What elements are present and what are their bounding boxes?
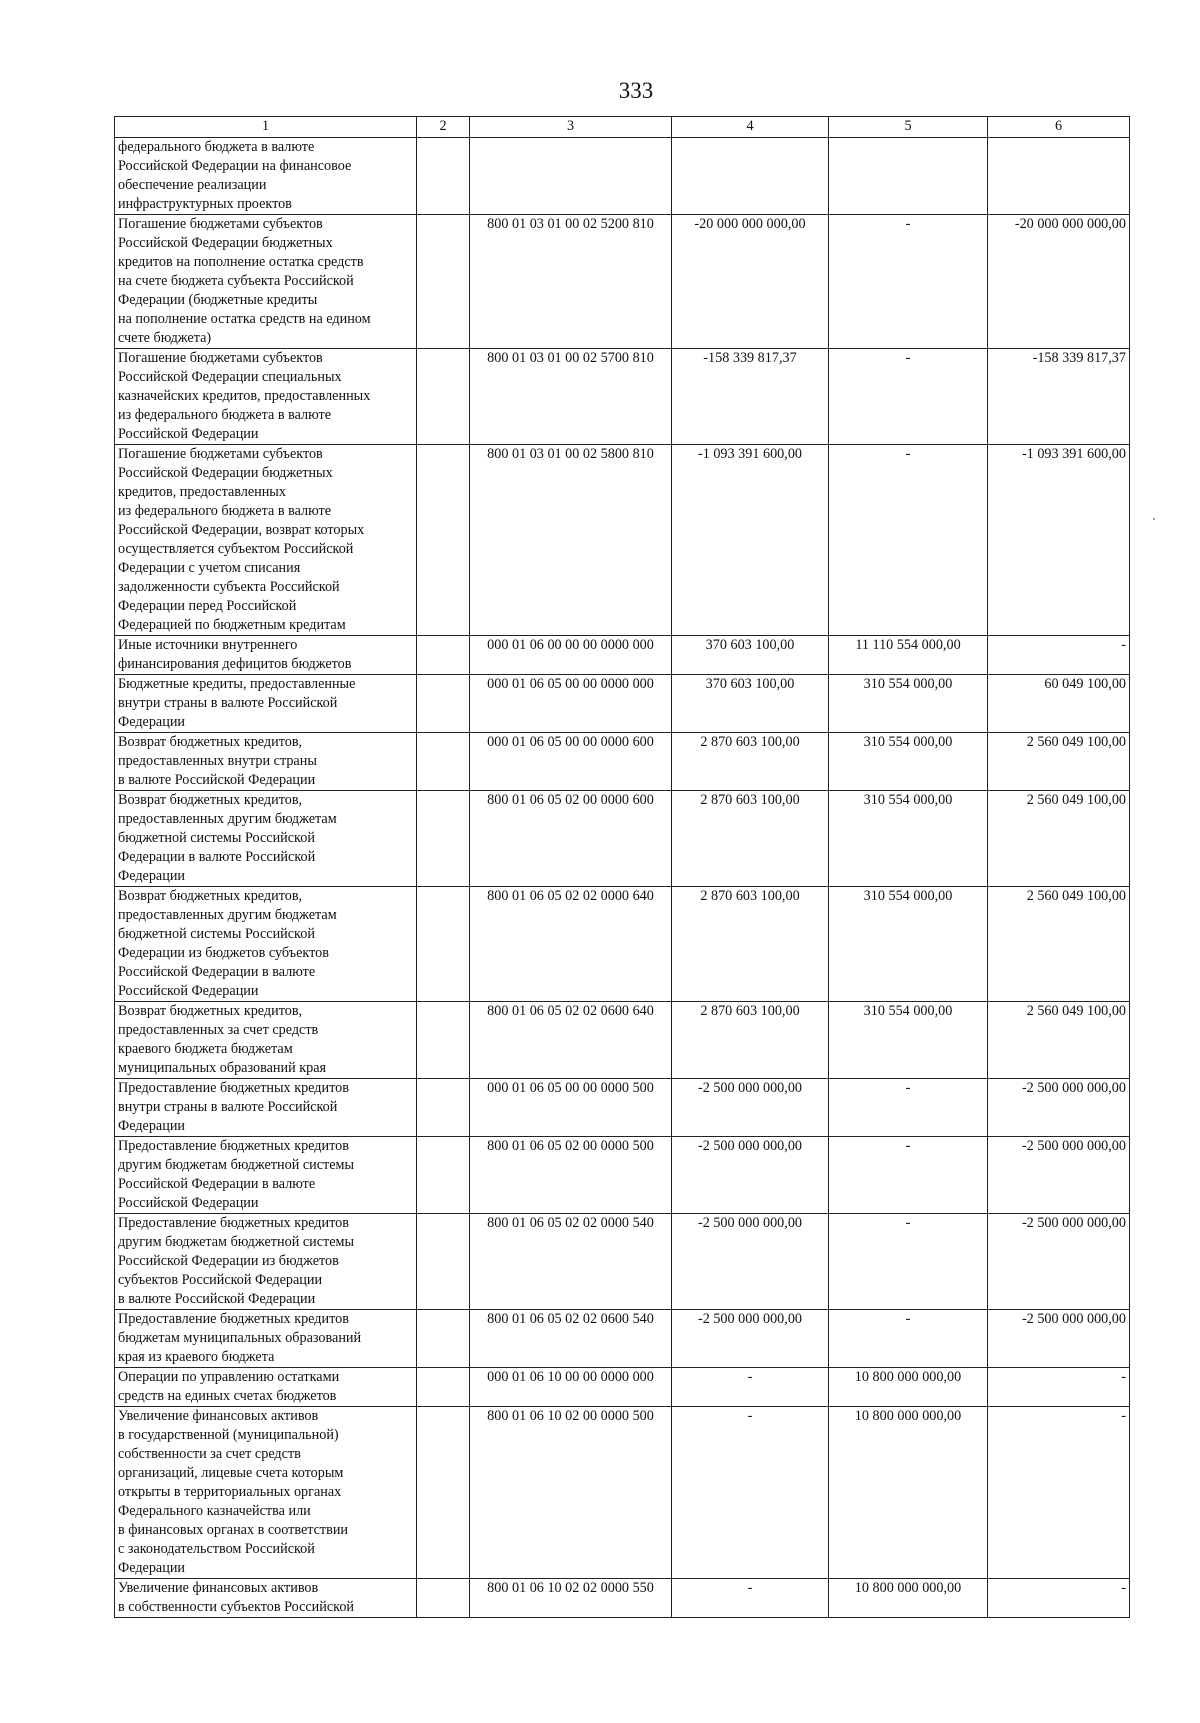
row-value-4-cell: -2 500 000 000,00 <box>672 1214 829 1310</box>
row-col2-cell <box>417 1137 470 1214</box>
row-name-cell: Погашение бюджетами субъектов Российской Федерации бюджетных кредитов на пополнение остатка средств на счете бюджета субъекта Российской Федерации (бюджетные кредиты на пополнение остатка средств на едином счете бюджета) <box>115 215 417 349</box>
row-value-5-cell: - <box>829 445 988 636</box>
row-value-4-cell: 2 870 603 100,00 <box>672 791 829 887</box>
row-value-6-cell: -2 500 000 000,00 <box>988 1310 1130 1368</box>
row-value-5-cell: 310 554 000,00 <box>829 887 988 1002</box>
row-code-cell: 800 01 06 05 02 00 0000 600 <box>470 791 672 887</box>
row-value-6-cell: -2 500 000 000,00 <box>988 1137 1130 1214</box>
header-cell-4: 4 <box>672 117 829 138</box>
row-col2-cell <box>417 349 470 445</box>
row-value-4-cell: 2 870 603 100,00 <box>672 887 829 1002</box>
row-col2-cell <box>417 138 470 215</box>
row-col2-cell <box>417 636 470 675</box>
row-value-6-cell: - <box>988 1579 1130 1618</box>
row-value-5-cell: - <box>829 349 988 445</box>
row-name-cell: Иные источники внутреннего финансирования дефицитов бюджетов <box>115 636 417 675</box>
page-number: 333 <box>618 78 654 103</box>
row-value-5-cell: 310 554 000,00 <box>829 1002 988 1079</box>
row-value-6-cell: 2 560 049 100,00 <box>988 733 1130 791</box>
row-value-6-cell: 2 560 049 100,00 <box>988 791 1130 887</box>
row-code-cell: 800 01 03 01 00 02 5800 810 <box>470 445 672 636</box>
table-row <box>115 349 1130 445</box>
row-value-6-cell: - <box>988 636 1130 675</box>
table-row <box>115 1368 1130 1407</box>
row-col2-cell <box>417 1407 470 1579</box>
row-col2-cell <box>417 215 470 349</box>
row-name-cell: Увеличение финансовых активов в собственности субъектов Российской <box>115 1579 417 1618</box>
row-value-5-cell: - <box>829 1214 988 1310</box>
row-code-cell: 800 01 06 05 02 02 0600 540 <box>470 1310 672 1368</box>
row-name-cell: Предоставление бюджетных кредитов внутри страны в валюте Российской Федерации <box>115 1079 417 1137</box>
table-row <box>115 1002 1130 1079</box>
table-row <box>115 1407 1130 1579</box>
row-value-6-cell: -2 500 000 000,00 <box>988 1079 1130 1137</box>
row-code-cell: 800 01 03 01 00 02 5700 810 <box>470 349 672 445</box>
row-col2-cell <box>417 887 470 1002</box>
row-value-6-cell <box>988 138 1130 215</box>
row-value-6-cell: - <box>988 1368 1130 1407</box>
row-code-cell: 800 01 06 05 02 02 0000 540 <box>470 1214 672 1310</box>
row-name-cell: Возврат бюджетных кредитов, предоставленных другим бюджетам бюджетной системы Российской Федерации в валюте Российской Федерации <box>115 791 417 887</box>
table-row <box>115 1579 1130 1618</box>
row-value-6-cell: -1 093 391 600,00 <box>988 445 1130 636</box>
row-value-5-cell: - <box>829 1079 988 1137</box>
row-value-4-cell: -20 000 000 000,00 <box>672 215 829 349</box>
budget-sources-table <box>114 116 1130 1618</box>
row-name-cell: федерального бюджета в валюте Российской Федерации на финансовое обеспечение реализации инфраструктурных проектов <box>115 138 417 215</box>
row-value-5-cell: 310 554 000,00 <box>829 733 988 791</box>
table-row <box>115 733 1130 791</box>
row-code-cell: 000 01 06 05 00 00 0000 500 <box>470 1079 672 1137</box>
row-value-6-cell: -2 500 000 000,00 <box>988 1214 1130 1310</box>
row-value-4-cell: -1 093 391 600,00 <box>672 445 829 636</box>
row-col2-cell <box>417 733 470 791</box>
table-row <box>115 138 1130 215</box>
row-code-cell: 000 01 06 05 00 00 0000 000 <box>470 675 672 733</box>
row-name-cell: Предоставление бюджетных кредитов другим бюджетам бюджетной системы Российской Федерации из бюджетов субъектов Российской Федерации в валюте Российской Федерации <box>115 1214 417 1310</box>
row-value-5-cell <box>829 138 988 215</box>
row-code-cell: 800 01 06 10 02 00 0000 500 <box>470 1407 672 1579</box>
row-name-cell: Возврат бюджетных кредитов, предоставленных за счет средств краевого бюджета бюджетам муниципальных образований края <box>115 1002 417 1079</box>
row-col2-cell <box>417 1579 470 1618</box>
row-value-6-cell: -20 000 000 000,00 <box>988 215 1130 349</box>
row-value-4-cell: 370 603 100,00 <box>672 636 829 675</box>
row-value-5-cell: 10 800 000 000,00 <box>829 1579 988 1618</box>
row-col2-cell <box>417 791 470 887</box>
table-row <box>115 675 1130 733</box>
row-name-cell: Операции по управлению остатками средств на единых счетах бюджетов <box>115 1368 417 1407</box>
row-value-4-cell: -158 339 817,37 <box>672 349 829 445</box>
row-col2-cell <box>417 445 470 636</box>
header-cell-6: 6 <box>988 117 1130 138</box>
row-code-cell: 800 01 03 01 00 02 5200 810 <box>470 215 672 349</box>
row-code-cell: 800 01 06 05 02 00 0000 500 <box>470 1137 672 1214</box>
row-value-4-cell: 2 870 603 100,00 <box>672 733 829 791</box>
row-value-4-cell: - <box>672 1579 829 1618</box>
row-value-4-cell <box>672 138 829 215</box>
row-value-5-cell: 310 554 000,00 <box>829 791 988 887</box>
row-col2-cell <box>417 1368 470 1407</box>
row-col2-cell <box>417 675 470 733</box>
row-name-cell: Погашение бюджетами субъектов Российской Федерации специальных казначейских кредитов, предоставленных из федерального бюджета в валюте Российской Федерации <box>115 349 417 445</box>
table-row <box>115 215 1130 349</box>
table-row <box>115 1214 1130 1310</box>
row-col2-cell <box>417 1214 470 1310</box>
table-row <box>115 1079 1130 1137</box>
row-value-6-cell: 2 560 049 100,00 <box>988 887 1130 1002</box>
row-col2-cell <box>417 1079 470 1137</box>
row-value-4-cell: 2 870 603 100,00 <box>672 1002 829 1079</box>
row-value-6-cell: 2 560 049 100,00 <box>988 1002 1130 1079</box>
row-value-6-cell: -158 339 817,37 <box>988 349 1130 445</box>
table-row <box>115 445 1130 636</box>
row-name-cell: Возврат бюджетных кредитов, предоставленных другим бюджетам бюджетной системы Российской Федерации из бюджетов субъектов Российской Федерации в валюте Российской Федерации <box>115 887 417 1002</box>
row-value-5-cell: - <box>829 215 988 349</box>
row-code-cell: 800 01 06 10 02 02 0000 550 <box>470 1579 672 1618</box>
row-value-4-cell: -2 500 000 000,00 <box>672 1137 829 1214</box>
table-row <box>115 1137 1130 1214</box>
row-col2-cell <box>417 1310 470 1368</box>
row-value-5-cell: 310 554 000,00 <box>829 675 988 733</box>
row-value-6-cell: 60 049 100,00 <box>988 675 1130 733</box>
row-code-cell: 800 01 06 05 02 02 0600 640 <box>470 1002 672 1079</box>
row-col2-cell <box>417 1002 470 1079</box>
row-value-4-cell: -2 500 000 000,00 <box>672 1310 829 1368</box>
table-row <box>115 636 1130 675</box>
row-name-cell: Бюджетные кредиты, предоставленные внутри страны в валюте Российской Федерации <box>115 675 417 733</box>
row-value-5-cell: 10 800 000 000,00 <box>829 1368 988 1407</box>
row-code-cell: 000 01 06 00 00 00 0000 000 <box>470 636 672 675</box>
row-value-4-cell: -2 500 000 000,00 <box>672 1079 829 1137</box>
table-row <box>115 791 1130 887</box>
header-cell-2: 2 <box>417 117 470 138</box>
table-row <box>115 1310 1130 1368</box>
row-code-cell: 000 01 06 10 00 00 0000 000 <box>470 1368 672 1407</box>
row-code-cell: 000 01 06 05 00 00 0000 600 <box>470 733 672 791</box>
row-name-cell: Увеличение финансовых активов в государственной (муниципальной) собственности за счет средств организаций, лицевые счета которым открыты в территориальных органах Федерального казначейства или в финансовых органах в соответствии с законодательством Российской Федерации <box>115 1407 417 1579</box>
row-value-5-cell: 11 110 554 000,00 <box>829 636 988 675</box>
row-value-5-cell: 10 800 000 000,00 <box>829 1407 988 1579</box>
row-code-cell <box>470 138 672 215</box>
row-value-4-cell: 370 603 100,00 <box>672 675 829 733</box>
row-value-5-cell: - <box>829 1310 988 1368</box>
scan-speck <box>1153 518 1155 520</box>
row-code-cell: 800 01 06 05 02 02 0000 640 <box>470 887 672 1002</box>
row-value-5-cell: - <box>829 1137 988 1214</box>
header-cell-1: 1 <box>115 117 417 138</box>
header-cell-5: 5 <box>829 117 988 138</box>
header-cell-3: 3 <box>470 117 672 138</box>
row-name-cell: Предоставление бюджетных кредитов бюджетам муниципальных образований края из краевого бюджета <box>115 1310 417 1368</box>
row-name-cell: Возврат бюджетных кредитов, предоставленных внутри страны в валюте Российской Федерации <box>115 733 417 791</box>
header-row <box>115 117 1130 138</box>
row-value-6-cell: - <box>988 1407 1130 1579</box>
row-value-4-cell: - <box>672 1368 829 1407</box>
row-name-cell: Погашение бюджетами субъектов Российской Федерации бюджетных кредитов, предоставленных из федерального бюджета в валюте Российской Федерации, возврат которых осуществляется субъектом Российской Федерации с учетом списания задолженности субъекта Российской Федерации перед Российской Федерацией по бюджетным кредитам <box>115 445 417 636</box>
table-row <box>115 887 1130 1002</box>
row-name-cell: Предоставление бюджетных кредитов другим бюджетам бюджетной системы Российской Федерации в валюте Российской Федерации <box>115 1137 417 1214</box>
row-value-4-cell: - <box>672 1407 829 1579</box>
